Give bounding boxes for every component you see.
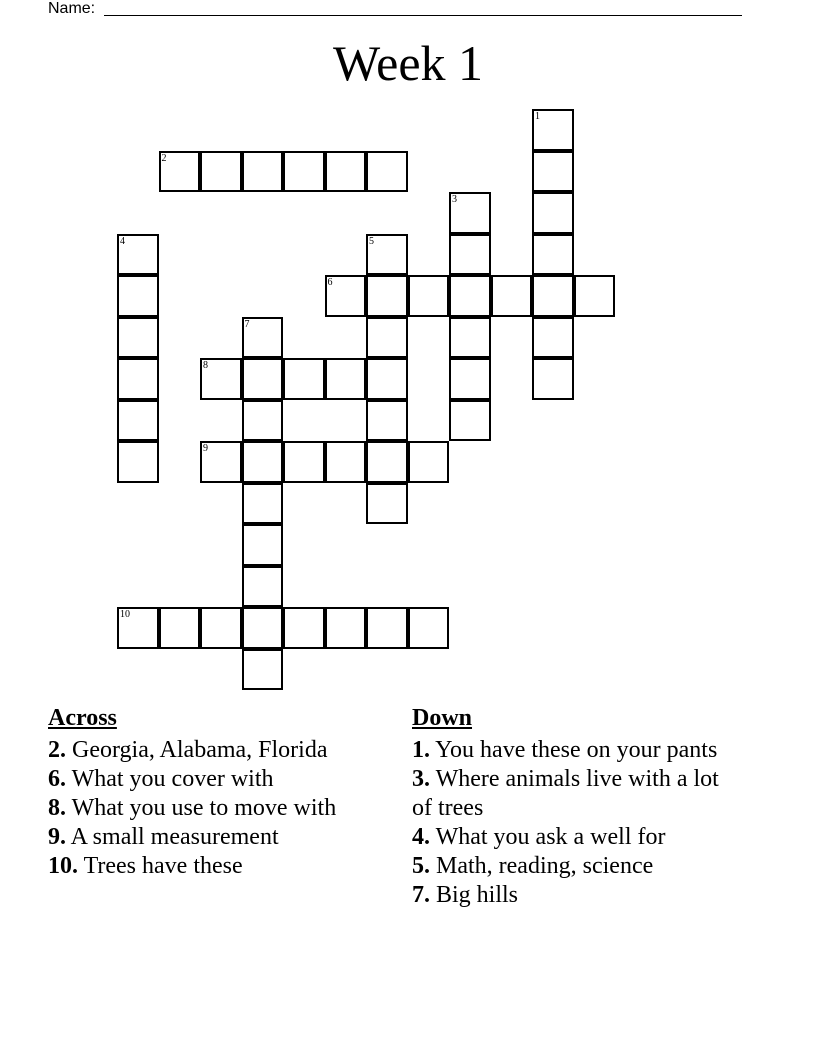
clue-across-6: 6. What you cover with bbox=[48, 766, 274, 792]
down-heading: Down bbox=[412, 705, 473, 731]
crossword-cell[interactable] bbox=[242, 441, 284, 483]
clue-down-3: 3. Where animals live with a lot of trees bbox=[412, 766, 719, 821]
crossword-cell[interactable] bbox=[200, 358, 242, 400]
crossword-cell[interactable] bbox=[242, 317, 284, 359]
crossword-cell[interactable] bbox=[242, 566, 284, 608]
crossword-cell[interactable] bbox=[532, 317, 574, 359]
clue-number: 1 bbox=[535, 111, 540, 122]
crossword-cell[interactable] bbox=[242, 358, 284, 400]
crossword-cell[interactable] bbox=[283, 441, 325, 483]
crossword-cell[interactable] bbox=[366, 400, 408, 442]
clue-across-10: 10. Trees have these bbox=[48, 853, 243, 879]
clue-across-8: 8. What you use to move with bbox=[48, 795, 337, 821]
crossword-cell[interactable] bbox=[117, 400, 159, 442]
crossword-cell[interactable] bbox=[408, 607, 450, 649]
across-clues bbox=[48, 704, 368, 881]
clue-number: 7 bbox=[244, 318, 250, 330]
crossword-cell[interactable] bbox=[449, 234, 491, 276]
crossword-cell[interactable] bbox=[366, 151, 408, 193]
crossword-cell[interactable] bbox=[325, 275, 367, 317]
crossword-cell[interactable] bbox=[200, 607, 242, 649]
crossword-cell[interactable] bbox=[449, 317, 491, 359]
crossword-cell[interactable] bbox=[283, 607, 325, 649]
crossword-cell[interactable] bbox=[491, 275, 533, 317]
crossword-cell[interactable] bbox=[532, 275, 574, 317]
crossword-cell[interactable] bbox=[532, 151, 574, 193]
crossword-cell[interactable] bbox=[325, 441, 367, 483]
crossword-cell[interactable] bbox=[532, 358, 574, 400]
clue-number: 10 bbox=[120, 609, 130, 620]
clue-across-2: 2. Georgia, Alabama, Florida bbox=[48, 737, 328, 763]
clue-number: 5 bbox=[369, 235, 374, 247]
crossword-cell[interactable] bbox=[325, 607, 367, 649]
crossword-cell[interactable] bbox=[366, 275, 408, 317]
crossword-cell[interactable] bbox=[117, 441, 159, 483]
crossword-cell[interactable] bbox=[449, 275, 491, 317]
crossword-cell[interactable] bbox=[532, 192, 574, 234]
crossword-cell[interactable] bbox=[532, 234, 574, 276]
crossword-cell[interactable] bbox=[408, 275, 450, 317]
clue-down-7: 7. Big hills bbox=[412, 882, 519, 908]
crossword-cell[interactable] bbox=[242, 400, 284, 442]
crossword-cell[interactable] bbox=[408, 441, 450, 483]
crossword-cell[interactable] bbox=[574, 275, 616, 317]
crossword-cell[interactable] bbox=[117, 234, 159, 276]
crossword-cell[interactable] bbox=[242, 607, 284, 649]
clue-down-1: 1. You have these on your pants bbox=[412, 737, 718, 763]
crossword-cell[interactable] bbox=[366, 607, 408, 649]
crossword-cell[interactable] bbox=[159, 607, 201, 649]
crossword-cell[interactable] bbox=[200, 441, 242, 483]
crossword-cell[interactable] bbox=[283, 151, 325, 193]
clue-number: 6 bbox=[327, 277, 333, 288]
clue-across-9: 9. A small measurement bbox=[48, 824, 279, 850]
clue-down-4: 4. What you ask a well for bbox=[412, 824, 666, 850]
crossword-cell[interactable] bbox=[117, 358, 159, 400]
crossword-cell[interactable] bbox=[200, 151, 242, 193]
crossword-cell[interactable] bbox=[159, 151, 201, 193]
crossword-cell[interactable] bbox=[242, 483, 284, 525]
crossword-cell[interactable] bbox=[366, 441, 408, 483]
crossword-cell[interactable] bbox=[117, 317, 159, 359]
across-heading: Across bbox=[48, 705, 117, 731]
crossword-cell[interactable] bbox=[242, 649, 284, 691]
crossword-cell[interactable] bbox=[532, 109, 574, 151]
clue-down-5: 5. Math, reading, science bbox=[412, 853, 654, 879]
crossword-cell[interactable] bbox=[366, 358, 408, 400]
crossword-cell[interactable] bbox=[366, 234, 408, 276]
clue-number: 4 bbox=[120, 235, 125, 247]
clue-number: 9 bbox=[203, 443, 208, 454]
crossword-cell[interactable] bbox=[366, 317, 408, 359]
crossword-cell[interactable] bbox=[117, 607, 159, 649]
crossword-cell[interactable] bbox=[449, 192, 491, 234]
name-label: Name: bbox=[48, 0, 96, 17]
crossword-cell[interactable] bbox=[283, 358, 325, 400]
clue-number: 8 bbox=[203, 360, 208, 371]
crossword-cell[interactable] bbox=[242, 524, 284, 566]
crossword-cell[interactable] bbox=[242, 151, 284, 193]
crossword-cell[interactable] bbox=[325, 358, 367, 400]
clue-number: 2 bbox=[161, 152, 167, 164]
crossword-cell[interactable] bbox=[449, 358, 491, 400]
page-title: Week 1 bbox=[332, 35, 484, 91]
crossword-cell[interactable] bbox=[117, 275, 159, 317]
crossword-cell[interactable] bbox=[449, 400, 491, 442]
clue-number: 3 bbox=[452, 194, 457, 205]
crossword-cell[interactable] bbox=[325, 151, 367, 193]
crossword-cell[interactable] bbox=[366, 483, 408, 525]
down-clues bbox=[412, 704, 742, 910]
